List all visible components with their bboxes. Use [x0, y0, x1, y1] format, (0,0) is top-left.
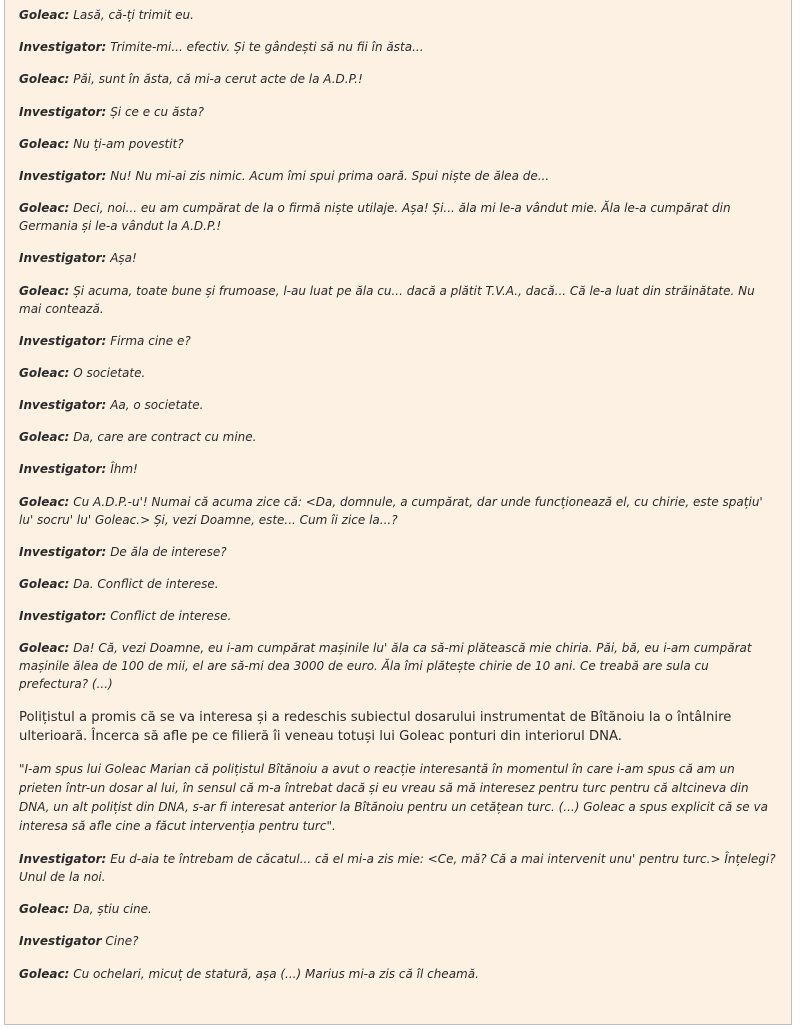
speaker-name: Goleac:: [19, 365, 70, 380]
dialogue-text: Da, știu cine.: [73, 902, 152, 917]
dialogue-line: [19, 364, 777, 382]
dialogue-line: [19, 543, 777, 561]
dialogue-line: [19, 199, 777, 235]
dialogue-text: Păi, sunt în ăsta, că mi-a cerut acte de la A.D.P.!: [73, 72, 363, 87]
speaker-name: Investigator:: [19, 398, 107, 413]
dialogue-text: Da! Că, vezi Doamne, eu i-am cumpărat mașinile lu' ăla ca să-mi plătească mie chiria. Păi, bă, eu i-am cumpărat mașinile ălea de 100 de mii, el are să-mi dea 3000 de euro. Ăla îmi plătește chirie de 10 ani. Ce treabă are sula cu prefectura? (...): [19, 641, 752, 692]
narrative-paragraph: Polițistul a promis că se va interesa și a redeschis subiectul dosarului instrumentat de Bîtănoiu la o întâlnire ulterioară. Încerca să afle pe ce filieră îi veneau totuși lui Goleac ponturi din interiorul DNA.: [19, 709, 732, 744]
article-body: [5, 0, 791, 983]
dialogue-text: Trimite-mi... efectiv. Și te gândești să nu fii în ăsta...: [110, 40, 424, 55]
speaker-name: Investigator:: [19, 609, 107, 624]
dialogue-text: Nu! Nu mi-ai zis nimic. Acum îmi spui prima oară. Spui niște de ălea de...: [110, 168, 550, 183]
quote-paragraph: "I-am spus lui Goleac Marian că polițistul Bîtănoiu a avut o reacție interesantă în momentul în care i-am spus că am un prieten într-un dosar al lui, în sensul că m-a întrebat dacă și eu vreau să mă interesez pentru turc pentru că altcineva din DNA, un alt polițist din DNA, s-ar fi interesat anterior la Bîtănoiu pentru un cetățean turc. (...) Goleac a spus explicit că se va interesa să afle cine a făcut intervenția pentru turc".: [19, 761, 768, 833]
speaker-name: Investigator:: [19, 851, 107, 866]
dialogue-line: [19, 103, 777, 121]
dialogue-text: Lasă, că-ți trimit eu.: [73, 8, 194, 22]
speaker-name: Investigator:: [19, 168, 107, 183]
dialogue-text: De ăla de interese?: [110, 544, 227, 559]
speaker-name: Goleac:: [19, 494, 70, 509]
speaker-name: Goleac:: [19, 430, 70, 445]
speaker-name: Goleac:: [19, 966, 70, 981]
dialogue-line: [19, 396, 777, 414]
dialogue-line: [19, 135, 777, 153]
dialogue-line: [19, 850, 777, 886]
dialogue-line: [19, 965, 777, 983]
dialogue-line: [19, 70, 777, 88]
speaker-name: Investigator:: [19, 462, 107, 477]
dialogue-line: [19, 607, 777, 625]
speaker-name: Goleac:: [19, 72, 70, 87]
dialogue-text: Și ce e cu ăsta?: [110, 104, 204, 119]
speaker-name: Goleac:: [19, 641, 70, 656]
speaker-name: Investigator:: [19, 40, 107, 55]
speaker-name: Investigator: [19, 934, 102, 949]
speaker-name: Goleac:: [19, 201, 70, 216]
dialogue-line: [19, 639, 777, 693]
speaker-name: Goleac:: [19, 577, 70, 591]
dialogue-text: Îhm!: [110, 462, 138, 477]
dialogue-text: Da. Conflict de interese.: [73, 577, 219, 591]
dialogue-line: [19, 900, 777, 918]
speaker-name: Goleac:: [19, 283, 70, 298]
dialogue-line: [19, 38, 777, 56]
dialogue-line: [19, 249, 777, 267]
dialogue-line: [19, 575, 777, 593]
dialogue-line: [19, 460, 777, 478]
article-frame: [4, 0, 792, 1025]
speaker-name: Investigator:: [19, 544, 107, 559]
speaker-name: Goleac:: [19, 136, 70, 151]
dialogue-line: [19, 282, 777, 318]
dialogue-line: [19, 428, 777, 446]
speaker-name: Investigator:: [19, 104, 107, 119]
dialogue-text: Da, care are contract cu mine.: [73, 430, 257, 445]
dialogue-text: Aa, o societate.: [110, 398, 204, 413]
dialogue-text: Conflict de interese.: [110, 609, 232, 624]
dialogue-text: O societate.: [73, 365, 146, 380]
dialogue-text: Nu ți-am povestit?: [73, 136, 184, 151]
dialogue-text: Cu A.D.P.-u'! Numai că acuma zice că: <Da, domnule, a cumpărat, dar unde funcționează el, cu chirie, este spațiu' lu' socru' lu' Goleac.> Și, vezi Doamne, este... Cum îi zice la...?: [19, 494, 763, 527]
speaker-name: Investigator:: [19, 251, 107, 266]
dialogue-text: Cu ochelari, micuț de statură, așa (...) Marius mi-a zis că îl cheamă.: [73, 966, 479, 981]
dialogue-text: Firma cine e?: [110, 333, 191, 348]
dialogue-text: Deci, noi... eu am cumpărat de la o firmă niște utilaje. Așa! Și... ăla mi le-a vândut mie. Ăla le-a cumpărat din Germania și le-a vândut la A.D.P.!: [19, 201, 731, 234]
dialogue-line: [19, 932, 777, 950]
dialogue-text: Și acuma, toate bune și frumoase, l-au luat pe ăla cu... dacă a plătit T.V.A., dacă... Că le-a luat din străinătate. Nu mai contează.: [19, 283, 755, 316]
dialogue-line: [19, 493, 777, 529]
dialogue-line: [19, 6, 777, 24]
dialogue-text: Așa!: [110, 251, 137, 266]
dialogue-line: [19, 332, 777, 350]
speaker-name: Goleac:: [19, 902, 70, 917]
speaker-name: Goleac:: [19, 8, 70, 22]
dialogue-line: [19, 167, 777, 185]
dialogue-text: Eu d-aia te întrebam de căcatul... că el mi-a zis mie: <Ce, mă? Că a mai intervenit unu' pentru turc.> Înțelegi? Unul de la noi.: [19, 851, 776, 884]
dialogue-text: Cine?: [105, 934, 139, 949]
speaker-name: Investigator:: [19, 333, 107, 348]
